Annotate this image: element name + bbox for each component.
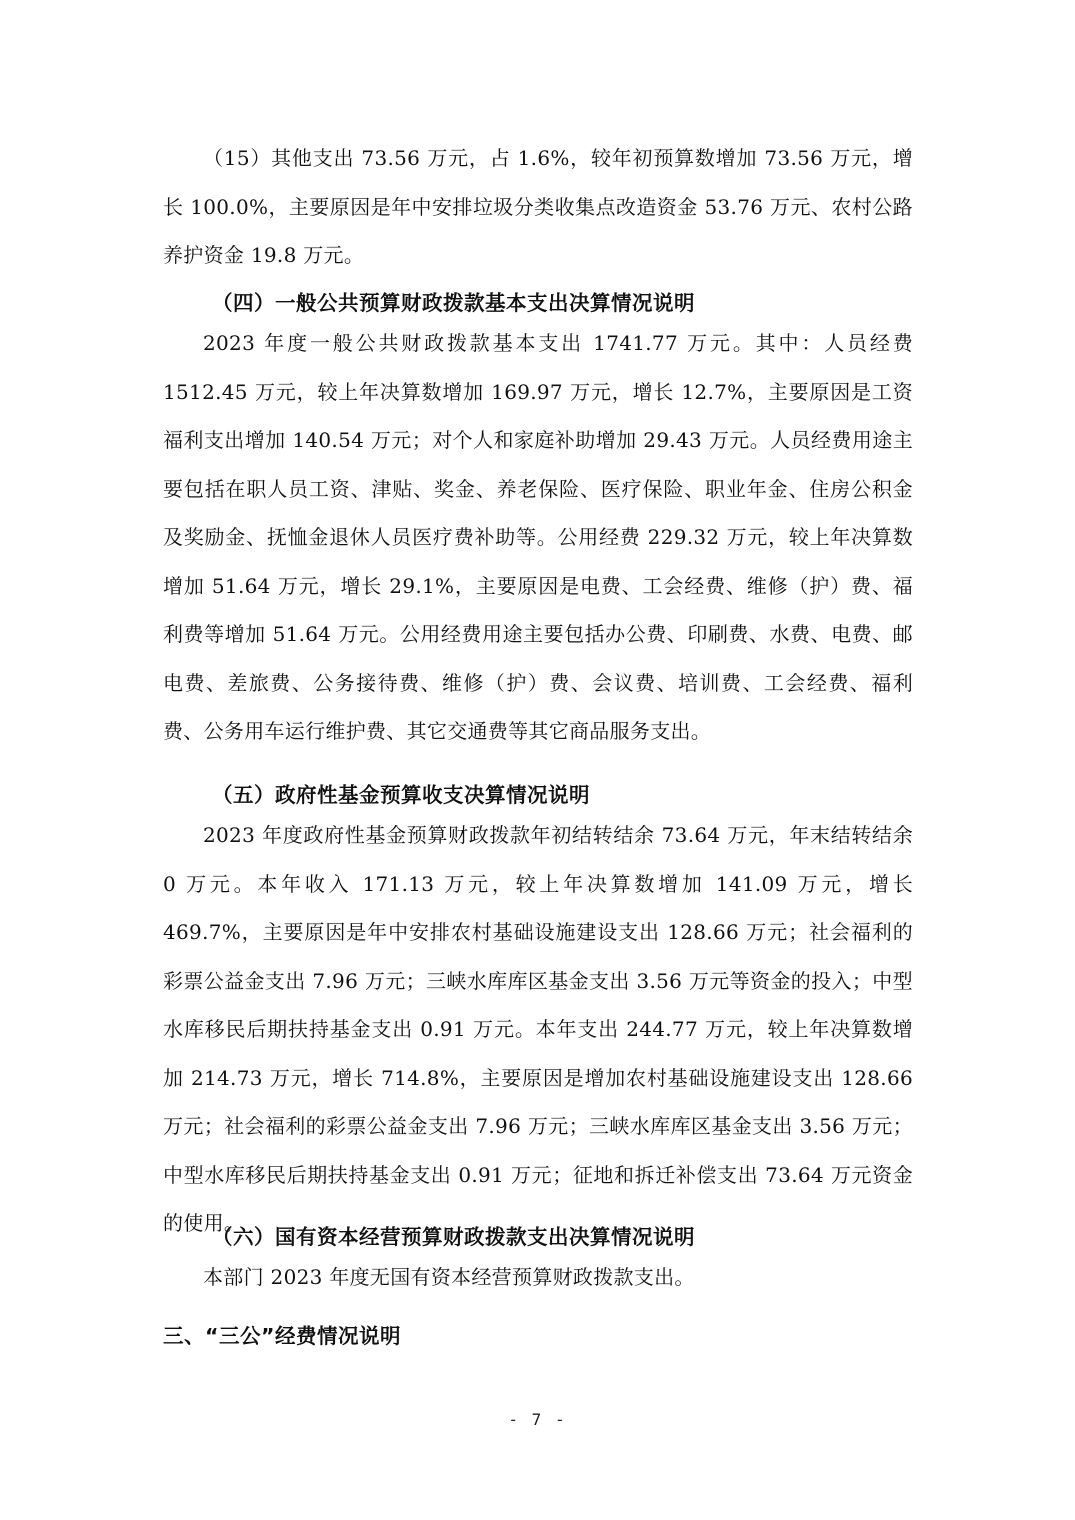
page-number: - 7 -: [508, 1410, 567, 1429]
heading-section-4: （四）一般公共预算财政拨款基本支出决算情况说明: [212, 291, 695, 315]
paragraph-state-capital: 本部门 2023 年度无国有资本经营预算财政拨款支出。: [203, 1265, 695, 1289]
heading-section-6: （六）国有资本经营预算财政拨款支出决算情况说明: [212, 1225, 695, 1249]
paragraph-other-expenditure: （15）其他支出 73.56 万元，占 1.6%，较年初预算数增加 73.56 万元，增长 100.0%，主要原因是年中安排垃圾分类收集点改造资金 53.76 万元、农村公路养护资金 19.8 万元。: [163, 146, 913, 267]
paragraph-basic-expenditure: 2023 年度一般公共财政拨款基本支出 1741.77 万元。其中：人员经费 1512.45 万元，较上年决算数增加 169.97 万元，增长 12.7%，主要原因是工资福利支出增加 140.54 万元；对个人和家庭补助增加 29.43 万元。人员经费用途主要包括在职人员工资、津贴、奖金、养老保险、医疗保险、职业年金、住房公积金及奖励金、抚恤金退休人员医疗费补助等。公用经费 229.32 万元，较上年决算数增加 51.64 万元，增长 29.1%，主要原因是电费、工会经费、维修（护）费、福利费等增加 51.64 万元。公用经费用途主要包括办公费、印刷费、水费、电费、邮电费、差旅费、公务接待费、维修（护）费、会议费、培训费、工会经费、福利费、公务用车运行维护费、其它交通费等其它商品服务支出。: [163, 331, 913, 743]
paragraph-government-fund: 2023 年度政府性基金预算财政拨款年初结转结余 73.64 万元，年末结转结余 0 万元。本年收入 171.13 万元，较上年决算数增加 141.09 万元，增长 469.7%，主要原因是年中安排农村基础设施建设支出 128.66 万元；社会福利的彩票公益金支出 7.96 万元；三峡水库库区基金支出 3.56 万元等资金的投入；中型水库移民后期扶持基金支出 0.91 万元。本年支出 244.77 万元，较上年决算数增加 214.73 万元，增长 714.8%，主要原因是增加农村基础设施建设支出 128.66 万元；社会福利的彩票公益金支出 7.96 万元；三峡水库库区基金支出 3.56 万元；中型水库移民后期扶持基金支出 0.91 万元；征地和拆迁补偿支出 73.64 万元资金的使用。: [163, 823, 913, 1235]
heading-section-5: （五）政府性基金预算收支决算情况说明: [212, 783, 590, 807]
heading-part-3: 三、“三公”经费情况说明: [163, 1324, 401, 1348]
